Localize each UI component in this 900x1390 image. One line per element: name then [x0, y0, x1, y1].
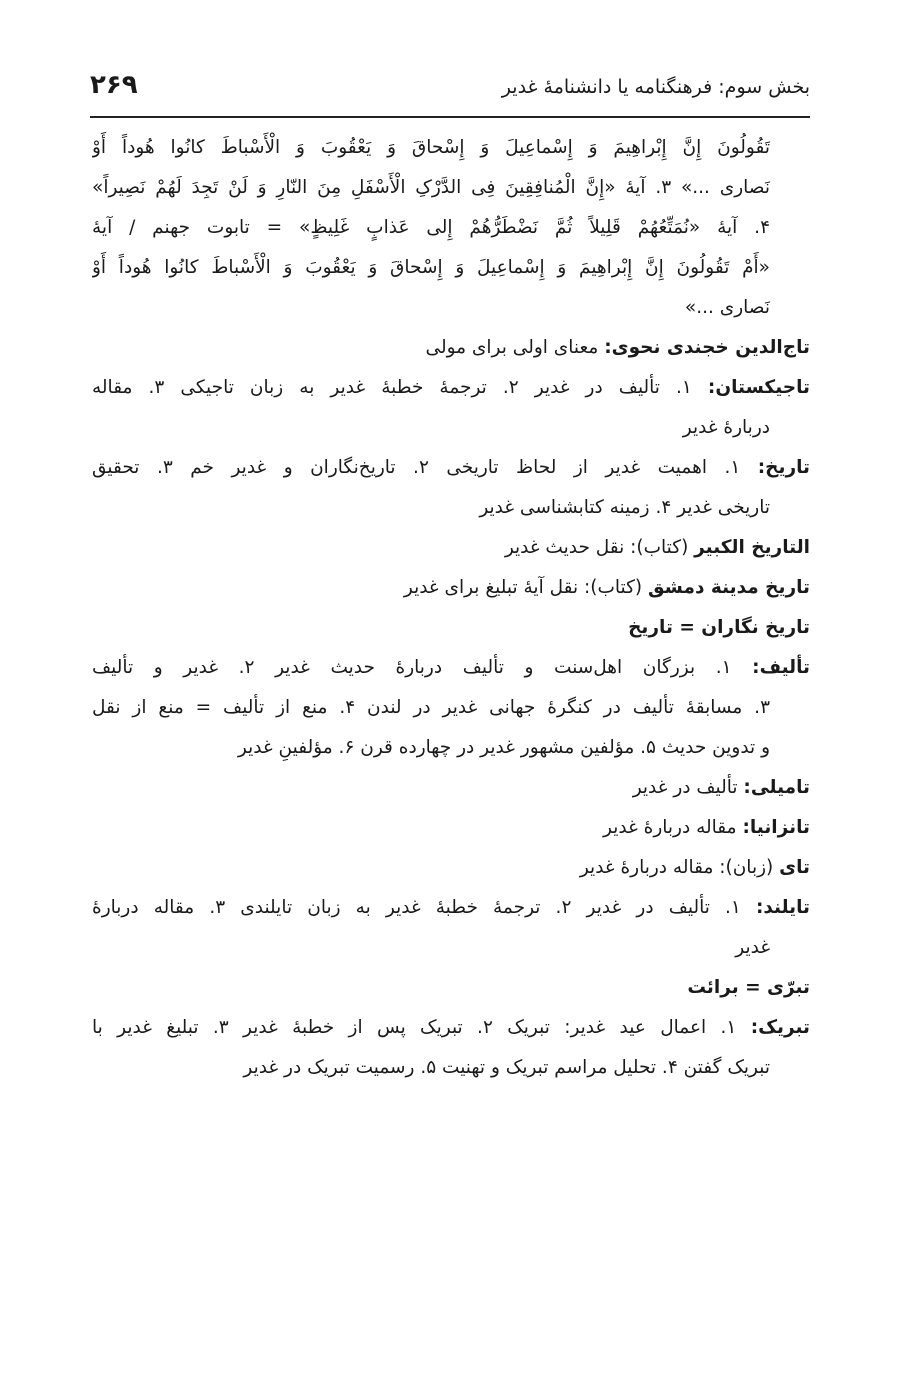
text-line: نَصاری ...» ۳. آیهٔ «إِنَّ الْمُنافِقِینَ فِی الدَّرْکِ الْأَسْفَلِ مِنَ النّارِ وَ لَنْ تَجِدَ لَهُمْ نَصِیراً»: [92, 177, 770, 198]
entry-term: تبرّی = برائت: [687, 977, 810, 998]
entry-text: (کتاب): نقل حدیث غدیر: [504, 537, 695, 558]
entry-term: تاریخ مدینة دمشق: [647, 577, 810, 598]
text-line: «أَمْ تَقُولُونَ إِنَّ إِبْراهِیمَ وَ إِسْماعِیلَ وَ إِسْحاقَ وَ یَعْقُوبَ وَ الْأَسْباطَ کانُوا هُوداً أَوْ: [92, 257, 770, 278]
entry-term: تاریخ:: [757, 457, 810, 478]
entry-continuation-line: تبریک گفتن ۴. تحلیل مراسم تبریک و تهنیت ۵. رسمیت تبریک در غدیر: [243, 1057, 770, 1078]
glossary-entry: [92, 1008, 810, 1088]
page-content: [92, 128, 810, 1088]
entry-first-line: [92, 848, 810, 888]
glossary-entry: [92, 768, 810, 808]
entry-first-line: [92, 368, 810, 408]
entry-term: تبریک:: [750, 1017, 810, 1038]
entry-first-line: [92, 768, 810, 808]
entry-term: تاریخ نگاران = تاریخ: [628, 617, 810, 638]
glossary-entry: [92, 568, 810, 608]
glossary-entry: [92, 528, 810, 568]
entry-first-line: [92, 1008, 810, 1048]
entry-text: (زبان): مقاله دربارهٔ غدیر: [579, 857, 780, 878]
entry-first-line: [92, 608, 810, 648]
glossary-entry: [92, 968, 810, 1008]
entry-first-line: [92, 888, 810, 928]
glossary-entry: [92, 648, 810, 768]
entry-text: معنای اولی برای مولی: [425, 337, 605, 358]
entry-text: (کتاب): نقل آیهٔ تبلیغ برای غدیر: [403, 577, 648, 598]
text-line: تَقُولُونَ إِنَّ إِبْراهِیمَ وَ إِسْماعِیلَ وَ إِسْحاقَ وَ یَعْقُوبَ وَ الْأَسْباطَ کانُوا هُوداً أَوْ: [92, 137, 770, 158]
glossary-entry: [92, 888, 810, 968]
entry-first-line: [92, 968, 810, 1008]
entry-term: تای: [779, 857, 810, 878]
entry-text: ۱. تألیف در غدیر ۲. ترجمهٔ خطبهٔ غدیر به زبان تاجیکی ۳. مقاله: [92, 377, 708, 398]
entry-first-line: [92, 808, 810, 848]
entry-term: تاجیکستان:: [707, 377, 810, 398]
entry-continuation-line: غدیر: [735, 937, 770, 958]
text-line: ۴. آیهٔ «نُمَتِّعُهُمْ قَلِیلاً ثُمَّ نَضْطَرُّهُمْ إِلی عَذابٍ غَلِیظٍ» = تابوت جهنم / آیهٔ: [92, 217, 770, 238]
running-title: بخش سوم: فرهنگنامه یا دانشنامهٔ غدیر: [501, 76, 810, 98]
entry-text: ۱. تألیف در غدیر ۲. ترجمهٔ خطبهٔ غدیر به زبان تایلندی ۳. مقاله دربارهٔ: [92, 897, 756, 918]
entry-text: تألیف در غدیر: [632, 777, 744, 798]
text-line: نَصاری ...»: [684, 297, 770, 318]
glossary-entry: [92, 848, 810, 888]
entry-term: تألیف:: [752, 657, 810, 678]
entry-text: ۱. اعمال عید غدیر: تبریک ۲. تبریک پس از خطبهٔ غدیر ۳. تبلیغ غدیر با: [92, 1017, 751, 1038]
entry-first-line: [92, 648, 810, 688]
entry-first-line: [92, 328, 810, 368]
entry-term: تاج‌الدین خجندی نحوی:: [604, 337, 810, 358]
entry-text: ۱. بزرگان اهل‌سنت و تألیف دربارهٔ حدیث غدیر ۲. غدیر و تألیف: [92, 657, 753, 678]
entry-term: التاریخ الکبیر: [694, 537, 810, 558]
glossary-entry: [92, 808, 810, 848]
entry-first-line: [92, 568, 810, 608]
continued-entry: [92, 128, 810, 328]
entry-first-line: [92, 528, 810, 568]
glossary-entry: [92, 608, 810, 648]
page-number: ۲۶۹: [90, 70, 138, 100]
entry-text: مقاله دربارهٔ غدیر: [603, 817, 743, 838]
entry-continuation-line: و تدوین حدیث ۵. مؤلفین مشهور غدیر در چهارده قرن ۶. مؤلفینِ غدیر: [237, 737, 770, 758]
entry-continuation-line: تاریخی غدیر ۴. زمینه کتابشناسی غدیر: [479, 497, 770, 518]
entry-continuation-line: دربارهٔ غدیر: [682, 417, 770, 438]
glossary-entry: [92, 328, 810, 368]
entry-term: تامیلی:: [743, 777, 810, 798]
entry-term: تایلند:: [755, 897, 810, 918]
entry-first-line: [92, 448, 810, 488]
page-header: [90, 70, 810, 118]
entry-term: تانزانیا:: [742, 817, 810, 838]
entry-continuation-line: ۳. مسابقهٔ تألیف در کنگرهٔ جهانی غدیر در لندن ۴. منع از تألیف = منع از نقل: [92, 697, 770, 718]
glossary-entry: [92, 368, 810, 448]
entry-text: ۱. اهمیت غدیر از لحاظ تاریخی ۲. تاریخ‌نگاران و غدیر خم ۳. تحقیق: [92, 457, 758, 478]
glossary-entry: [92, 448, 810, 528]
